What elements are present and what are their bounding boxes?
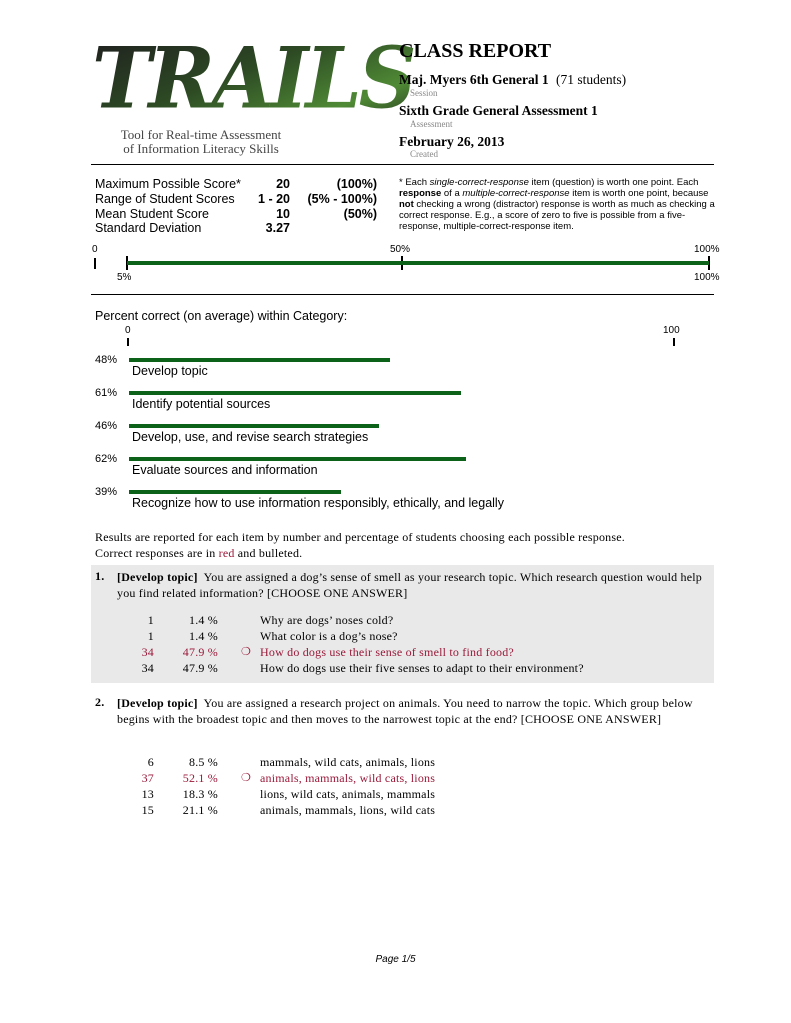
- stat-percent: (50%): [343, 207, 377, 221]
- response-count-correct: 34: [141, 645, 154, 659]
- scale-tick-0: [94, 258, 96, 269]
- stat-percent: (100%): [336, 177, 377, 191]
- category-percent-label: 46%: [95, 420, 118, 432]
- created-value: February 26, 2013: [399, 134, 505, 149]
- response-text: mammals, wild cats, animals, lions: [260, 755, 436, 769]
- stat-value: 10: [276, 207, 290, 221]
- category-percent-label: 61%: [95, 387, 118, 399]
- stat-percent: (5% - 100%): [307, 192, 377, 206]
- stat-value: 20: [276, 177, 290, 191]
- stat-value: 1 - 20: [258, 192, 290, 206]
- category-percent-label: 39%: [95, 486, 118, 498]
- results-intro-line-2: Correct responses are in red and bulleted.: [95, 546, 303, 560]
- category-name: Evaluate sources and information: [132, 463, 318, 477]
- item-number: 2.: [95, 695, 105, 709]
- category-axis-tick-max: [673, 338, 675, 346]
- response-count: 1: [147, 613, 154, 627]
- response-percent-correct: 52.1 %: [182, 771, 218, 785]
- response-text-correct: How do dogs use their sense of smell to find food?: [260, 645, 514, 659]
- scale-label-50: 50%: [390, 244, 411, 255]
- assessment-caption: Assessment: [410, 119, 453, 129]
- scale-label-100: 100%: [694, 244, 720, 255]
- score-range-bar: [127, 261, 709, 265]
- category-axis-tick-min: [127, 338, 129, 346]
- session-value: Maj. Myers 6th General 1: [399, 72, 549, 87]
- response-count: 34: [141, 661, 154, 675]
- category-bar: [129, 457, 466, 461]
- response-percent: 1.4 %: [189, 629, 218, 643]
- response-count: 15: [141, 803, 154, 817]
- response-count: 6: [147, 755, 154, 769]
- response-percent: 21.1 %: [182, 803, 218, 817]
- range-end-label: 100%: [694, 272, 720, 283]
- response-text: animals, mammals, lions, wild cats: [260, 803, 436, 817]
- logo-wordmark: TRAILS: [92, 28, 414, 128]
- category-name: Develop, use, and revise search strategies: [132, 430, 369, 444]
- response-text: Why are dogs’ noses cold?: [260, 613, 394, 627]
- session-students: (71 students): [555, 72, 627, 87]
- category-name: Recognize how to use information responsibly, ethically, and legally: [132, 496, 504, 510]
- logo-tagline-1: Tool for Real-time Assessment: [120, 127, 282, 142]
- session-line: [399, 72, 626, 88]
- response-percent: 1.4 %: [189, 613, 218, 627]
- trails-logo: [88, 28, 414, 160]
- category-bar: [129, 391, 461, 395]
- circle-bullet-icon: ❍: [241, 646, 251, 658]
- response-count: 1: [147, 629, 154, 643]
- category-bar: [129, 358, 390, 362]
- range-start-label: 5%: [117, 272, 132, 283]
- session-caption: Session: [410, 88, 438, 98]
- item-question: [Develop topic] You are assigned a research project on animals. You need to narrow the topic. Which group below begins with the broadest topic and then moves to the narrowest topic at the end? [CHOOSE ONE ANSWER]: [117, 696, 693, 726]
- stat-label: Mean Student Score: [95, 207, 209, 221]
- response-text: What color is a dog’s nose?: [260, 629, 398, 643]
- stat-value: 3.27: [265, 221, 290, 235]
- category-percent-label: 62%: [95, 453, 118, 465]
- response-percent: 8.5 %: [189, 755, 218, 769]
- category-chart-title: Percent correct (on average) within Category:: [95, 309, 348, 323]
- scale-label-0: 0: [92, 244, 98, 255]
- page-number: Page 1/5: [375, 954, 416, 965]
- header-divider: [91, 164, 714, 165]
- response-percent: 18.3 %: [182, 787, 218, 801]
- stat-label: Maximum Possible Score*: [95, 177, 241, 191]
- item-number: 1.: [95, 569, 105, 583]
- category-percent-label: 48%: [95, 354, 118, 366]
- assessment-value: Sixth Grade General Assessment 1: [399, 103, 598, 118]
- logo-tagline-2: of Information Literacy Skills: [123, 141, 279, 156]
- item-question: [Develop topic] You are assigned a dog’s sense of smell as your research topic. Which research question would help you find related information? [CHOOSE ONE ANSWER]: [117, 570, 702, 600]
- report-title: CLASS REPORT: [399, 40, 552, 62]
- stat-label: Standard Deviation: [95, 221, 202, 235]
- category-name: Identify potential sources: [132, 397, 271, 411]
- response-text-correct: animals, mammals, wild cats, lions: [260, 771, 436, 785]
- circle-bullet-icon: ❍: [241, 772, 251, 784]
- category-name: Develop topic: [132, 364, 208, 378]
- response-text: lions, wild cats, animals, mammals: [260, 787, 436, 801]
- response-percent: 47.9 %: [182, 661, 218, 675]
- category-bar: [129, 424, 379, 428]
- response-text: How do dogs use their five senses to adapt to their environment?: [260, 661, 584, 675]
- category-axis-min-label: 0: [125, 325, 131, 336]
- scale-divider: [91, 294, 714, 295]
- scoring-note: * Each single-correct-response item (question) is worth one point. Each response of a multiple-correct-response item is worth one point, because not checking a wrong (distractor) response is worth as much as checking a correct response. E.g., a score of zero to five is possible from a five-response, multiple-correct-response item.: [399, 177, 715, 232]
- response-percent-correct: 47.9 %: [182, 645, 218, 659]
- category-axis-max-label: 100: [663, 325, 680, 336]
- created-caption: Created: [410, 149, 438, 159]
- response-count: 13: [141, 787, 154, 801]
- results-intro-line-1: Results are reported for each item by number and percentage of students choosing each possible response.: [95, 530, 625, 544]
- category-bar: [129, 490, 341, 494]
- stat-label: Range of Student Scores: [95, 192, 235, 206]
- response-count-correct: 37: [141, 771, 154, 785]
